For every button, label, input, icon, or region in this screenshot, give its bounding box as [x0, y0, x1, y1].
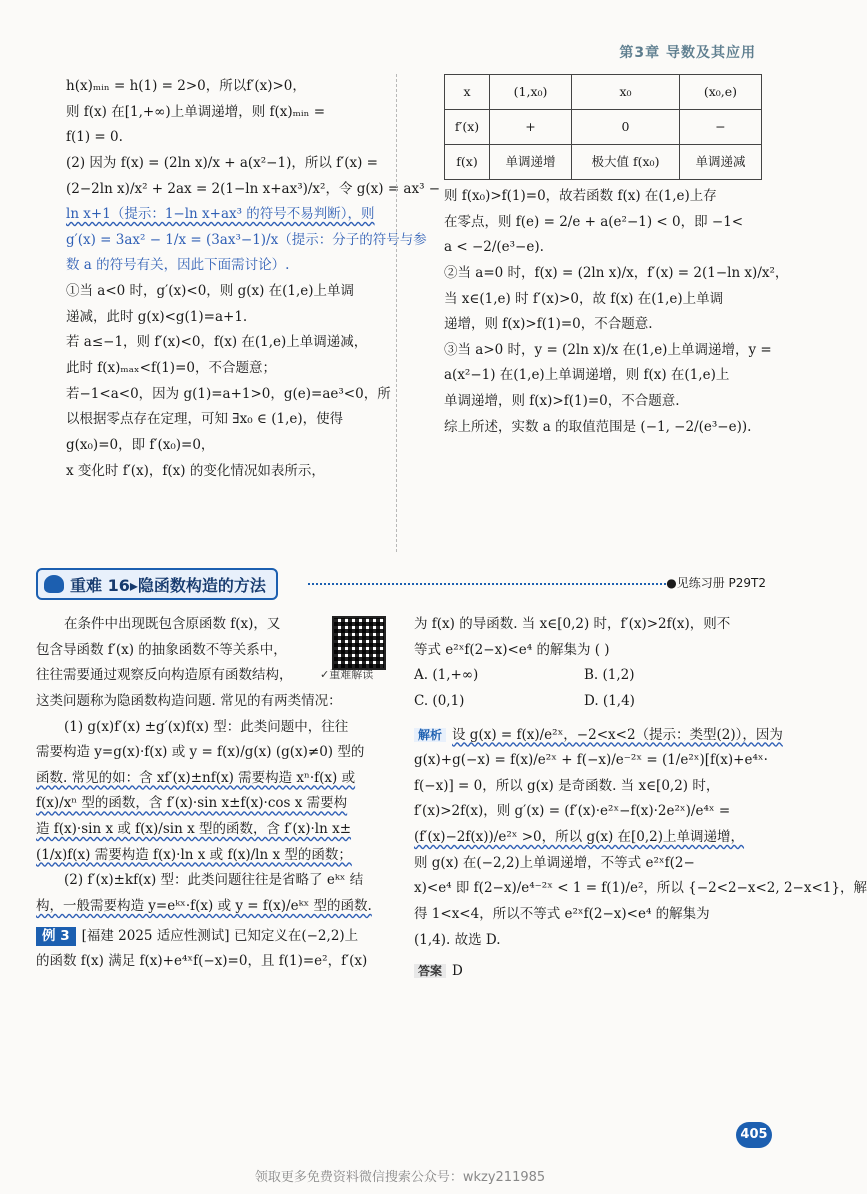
- text-line: ③当 a>0 时，y = (2ln x)/x 在(1,e)上单调递增，y =: [444, 341, 772, 358]
- solution-text: 设 g(x) = f(x)/e²ˣ，−2<x<2（提示：类型(2)），因为: [452, 726, 783, 743]
- hint-line: 数 a 的符号有关，因此下面需讨论）.: [66, 257, 290, 274]
- options-row: [414, 663, 770, 689]
- table-cell: f′(x): [445, 110, 490, 145]
- table-cell: 单调递增: [490, 145, 572, 180]
- text-line: (1) g(x)f′(x) ±g′(x)f(x) 型：此类问题中，往往: [64, 718, 349, 735]
- text-line: ①当 a<0 时，g′(x)<0，则 g(x) 在(1,e)上单调: [66, 283, 355, 300]
- text-line: g(x₀)=0，即 f′(x₀)=0，: [66, 436, 215, 453]
- text-line: 在零点，则 f(e) = 2/e + a(e²−1) < 0，即 −1<: [444, 213, 744, 230]
- solution-label: 解析: [414, 728, 446, 742]
- text-line: (2−2ln x)/x² + 2ax = 2(1−ln x+ax³)/x²，令 g(x) = ax³ −: [66, 180, 441, 197]
- text-line: 在条件中出现既包含原函数 f(x)，又: [64, 616, 281, 632]
- text-line: x 变化时 f′(x)，f(x) 的变化情况如表所示，: [66, 462, 325, 479]
- solution-line: (1,4). 故选 D.: [414, 931, 501, 948]
- text-line: ②当 a=0 时，f(x) = (2ln x)/x，f′(x) = 2(1−ln x)/x²，: [444, 264, 789, 281]
- text-line: 包含导函数 f′(x) 的抽象函数不等关系中，: [36, 641, 287, 658]
- answer-value: D: [452, 963, 463, 980]
- option-b[interactable]: B. (1,2): [584, 667, 635, 684]
- solution-line: f′(x)>2f(x)，则 g′(x) = (f′(x)·e²ˣ−f(x)·2e²ˣ)/e⁴ˣ =: [414, 803, 731, 820]
- table-row: [445, 75, 762, 110]
- example-line: 的函数 f(x) 满足 f(x)+e⁴ˣf(−x)=0，且 f(1)=e²，f′(x): [36, 953, 368, 970]
- text-line: 递增，则 f(x)>f(1)=0，不合题意.: [444, 316, 653, 333]
- upper-right-column: [444, 74, 789, 440]
- option-d[interactable]: D. (1,4): [584, 692, 635, 709]
- text-line: (2) f′(x)±kf(x) 型：此类问题往往是省略了 eᵏˣ 结: [64, 872, 364, 889]
- text-line: 则 f(x₀)>f(1)=0，故若函数 f(x) 在(1,e)上存: [444, 188, 717, 204]
- text-line: (1/x)f(x) 需要构造 f(x)·ln x 或 f(x)/ln x 型的函数；: [36, 846, 352, 863]
- table-cell: f(x): [445, 145, 490, 180]
- option-c[interactable]: C. (0,1): [414, 692, 465, 709]
- text-line: 若 a≤−1，则 f′(x)<0，f(x) 在(1,e)上单调递减，: [66, 334, 368, 351]
- lower-left-column: [36, 612, 386, 975]
- text-line: 这类问题称为隐函数构造问题. 常见的有两类情况：: [36, 692, 342, 709]
- dotted-leader: [308, 583, 674, 585]
- upper-left-column: [66, 74, 441, 484]
- table-cell: 单调递减: [679, 145, 761, 180]
- text-line: 综上所述，实数 a 的取值范围是 (−1, −2/(e³−e)).: [444, 418, 752, 435]
- text-line: 等式 e²ˣf(2−x)<e⁴ 的解集为 ( ): [414, 641, 610, 658]
- hint-line: g′(x) = 3ax² − 1/x = (3ax³−1)/x（提示：分子的符号与参: [66, 231, 427, 248]
- text-line: h(x)ₘᵢₙ = h(1) = 2>0，所以f′(x)>0，: [66, 78, 306, 94]
- text-line: f(x)/xⁿ 型的函数，含 f′(x)·sin x±f(x)·cos x 需要构: [36, 795, 348, 812]
- solution-line: [414, 723, 783, 749]
- text-line: 需要构造 y=g(x)·f(x) 或 y = f(x)/g(x) (g(x)≠0) 型的: [36, 744, 365, 761]
- table-row: [445, 110, 762, 145]
- variation-table: [444, 74, 762, 180]
- table-cell: −: [679, 110, 761, 145]
- qr-label: ✓重难解读: [320, 668, 374, 681]
- table-cell: 极大值 f(x₀): [572, 145, 680, 180]
- answer-line: [414, 959, 770, 985]
- table-header-cell: x₀: [572, 75, 680, 110]
- column-divider: [396, 74, 397, 552]
- text-line: 以根据零点存在定理，可知 ∃x₀ ∈ (1,e)，使得: [66, 411, 344, 428]
- table-row: [445, 145, 762, 180]
- text-line: a < −2/(e³−e).: [444, 239, 544, 256]
- text-line: (2) 因为 f(x) = (2ln x)/x + a(x²−1)，所以 f′(x) =: [66, 154, 378, 171]
- table-header-cell: x: [445, 75, 490, 110]
- text-line: 构，一般需要构造 y=eᵏˣ·f(x) 或 y = f(x)/eᵏˣ 型的函数.: [36, 898, 372, 915]
- options-row: [414, 689, 770, 715]
- text-line: 为 f(x) 的导函数. 当 x∈[0,2) 时，f′(x)>2f(x)，则不: [414, 616, 731, 632]
- table-header-cell: (x₀,e): [679, 75, 761, 110]
- mascot-icon: [44, 575, 64, 593]
- table-cell: +: [490, 110, 572, 145]
- chapter-title: 第3章 导数及其应用: [619, 45, 756, 61]
- solution-line: 得 1<x<4，所以不等式 e²ˣf(2−x)<e⁴ 的解集为: [414, 906, 710, 923]
- solution-line: f(−x)] = 0，所以 g(x) 是奇函数. 当 x∈[0,2) 时，: [414, 777, 720, 794]
- solution-line: g(x)+g(−x) = f(x)/e²ˣ + f(−x)/e⁻²ˣ = (1/e²ˣ)[f(x)+e⁴ˣ·: [414, 752, 768, 769]
- table-cell: 0: [572, 110, 680, 145]
- hint-line: ln x+1（提示：1−ln x+ax³ 的符号不易判断），则: [66, 206, 375, 223]
- lower-right-column: [414, 612, 867, 985]
- example-line: [36, 924, 386, 950]
- text-line: 若−1<a<0，因为 g(1)=a+1>0，g(e)=ae³<0，所: [66, 385, 391, 402]
- solution-line: x)<e⁴ 即 f(2−x)/e⁴⁻²ˣ < 1 = f(1)/e²，所以 {−2<2−x<2, 2−x<1}，解: [414, 880, 867, 897]
- text-line: 函数. 常见的如：含 xf′(x)±nf(x) 需要构造 xⁿ·f(x) 或: [36, 769, 356, 786]
- page-number: 405: [736, 1122, 772, 1148]
- answer-label: 答案: [414, 964, 446, 978]
- section-title: 重难 16▸隐函数构造的方法: [70, 575, 266, 595]
- text-line: 往往需要通过观察反向构造原有函数结构，: [36, 667, 293, 684]
- text-line: a(x²−1) 在(1,e)上单调递增，则 f(x) 在(1,e)上: [444, 367, 730, 384]
- section-title-box: [36, 568, 278, 600]
- text-line: 造 f(x)·sin x 或 f(x)/sin x 型的函数，含 f′(x)·ln x±: [36, 821, 352, 838]
- example-text: [福建 2025 适应性测试] 已知定义在(−2,2)上: [81, 927, 359, 944]
- option-a[interactable]: A. (1,+∞): [414, 667, 479, 684]
- text-line: 单调递增，则 f(x)>f(1)=0，不合题意.: [444, 393, 680, 410]
- text-line: 当 x∈(1,e) 时 f′(x)>0，故 f(x) 在(1,e)上单调: [444, 290, 724, 307]
- page-header: [0, 0, 800, 64]
- footer-watermark: 领取更多免费资料微信搜索公众号：wkzy211985: [254, 1170, 546, 1185]
- text-line: f(1) = 0.: [66, 129, 123, 146]
- example-label: 例 3: [36, 927, 76, 946]
- table-header-cell: (1,x₀): [490, 75, 572, 110]
- section-header: [36, 568, 766, 598]
- text-line: 此时 f(x)ₘₐₓ<f(1)=0，不合题意；: [66, 360, 276, 377]
- text-line: 则 f(x) 在[1,+∞)上单调递增，则 f(x)ₘᵢₙ =: [66, 103, 326, 120]
- solution-line: 则 g(x) 在(−2,2)上单调递增，不等式 e²ˣf(2−: [414, 854, 695, 871]
- text-line: 递减，此时 g(x)<g(1)=a+1.: [66, 308, 248, 325]
- workbook-reference: ●见练习册 P29T2: [666, 576, 766, 590]
- solution-line: (f′(x)−2f(x))/e²ˣ >0，所以 g(x) 在[0,2)上单调递增，: [414, 829, 745, 846]
